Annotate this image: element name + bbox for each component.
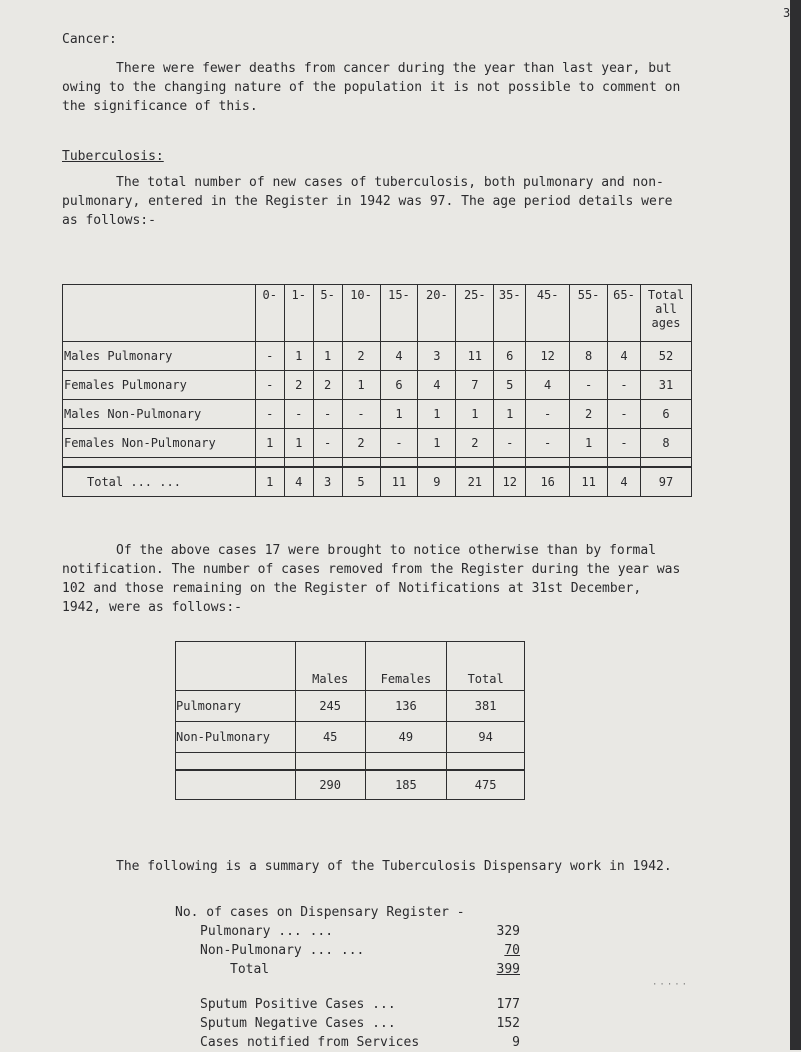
table-cell: 8 — [640, 429, 691, 458]
row-label: Non-Pulmonary — [176, 722, 296, 753]
age-header: 20- — [418, 285, 456, 342]
table-cell: 12 — [526, 342, 570, 371]
table-cell: 381 — [447, 691, 525, 722]
table-cell: 4 — [608, 467, 641, 497]
table-cell: 6 — [494, 342, 526, 371]
table-cell: 2 — [284, 371, 313, 400]
summary-row — [200, 995, 520, 1014]
table-cell: - — [342, 400, 380, 429]
cancer-paragraph — [62, 59, 682, 116]
register-header-row — [176, 642, 525, 691]
total-all-ages-header: Total all ages — [640, 285, 691, 342]
table-cell: 1 — [255, 467, 284, 497]
age-header: 25- — [456, 285, 494, 342]
summary-value: 9 — [512, 1035, 520, 1050]
table-cell: 1 — [570, 429, 608, 458]
table-cell: - — [313, 400, 342, 429]
summary-row — [200, 1033, 520, 1052]
table-cell: 4 — [380, 342, 418, 371]
table-cell: 1 — [418, 429, 456, 458]
summary-label: Sputum Negative Cases ... — [200, 1016, 396, 1031]
table-cell: 4 — [418, 371, 456, 400]
row-label: Females Pulmonary — [63, 371, 256, 400]
age-header: 15- — [380, 285, 418, 342]
table-cell: 1 — [313, 342, 342, 371]
row-label: Males Pulmonary — [63, 342, 256, 371]
table-cell: 21 — [456, 467, 494, 497]
table-cell: 2 — [313, 371, 342, 400]
age-header: 45- — [526, 285, 570, 342]
row-label: Pulmonary — [176, 691, 296, 722]
table-cell: 5 — [342, 467, 380, 497]
table-cell: 1 — [342, 371, 380, 400]
total-label: Total ... ... — [63, 467, 256, 497]
age-header: 10- — [342, 285, 380, 342]
table-cell: 4 — [284, 467, 313, 497]
cancer-heading: Cancer: — [62, 32, 117, 47]
tuberculosis-text: The total number of new cases of tuberculosis, both pulmonary and non-pulmonary, entered in the Register in 1942 was 97. The age period details were as follows:- — [62, 175, 673, 228]
table-cell: 1 — [418, 400, 456, 429]
row-label: Males Non-Pulmonary — [63, 400, 256, 429]
table-cell: 6 — [380, 371, 418, 400]
removed-paragraph — [62, 541, 682, 617]
table-cell: 3 — [418, 342, 456, 371]
table-row — [176, 722, 525, 753]
age-header: 65- — [608, 285, 641, 342]
summary-row — [200, 1014, 520, 1033]
summary-value: 177 — [496, 997, 520, 1012]
table-spacer-row — [63, 458, 692, 468]
table-cell: 9 — [418, 467, 456, 497]
table-total-row — [176, 770, 525, 800]
summary-row — [200, 941, 520, 960]
table-cell: 2 — [342, 342, 380, 371]
table-cell: 12 — [494, 467, 526, 497]
row-label: Females Non-Pulmonary — [63, 429, 256, 458]
table-cell: 6 — [640, 400, 691, 429]
table-cell: 11 — [456, 342, 494, 371]
table-cell: - — [608, 400, 641, 429]
table-cell: - — [380, 429, 418, 458]
table-cell: 31 — [640, 371, 691, 400]
table-cell: 52 — [640, 342, 691, 371]
table-cell: - — [526, 429, 570, 458]
table-cell: - — [526, 400, 570, 429]
age-header: 0- — [255, 285, 284, 342]
table-cell: 245 — [295, 691, 365, 722]
summary-value: 152 — [496, 1016, 520, 1031]
register-table-corner — [176, 642, 296, 691]
summary-label: Pulmonary ... ... — [200, 924, 334, 939]
table-cell: - — [255, 400, 284, 429]
table-cell: 94 — [447, 722, 525, 753]
table-cell: 2 — [456, 429, 494, 458]
scan-artifact: ····· — [652, 980, 690, 990]
dispensary-paragraph — [62, 857, 682, 876]
summary-label: Sputum Positive Cases ... — [200, 997, 396, 1012]
table-cell: 1 — [284, 342, 313, 371]
age-header: 5- — [313, 285, 342, 342]
age-header: 55- — [570, 285, 608, 342]
page-number: 3 — [783, 6, 791, 20]
table-cell: 1 — [255, 429, 284, 458]
cancer-text: There were fewer deaths from cancer during the year than last year, but owing to the changing nature of the population it is not possible to comment on the significance of this. — [62, 61, 681, 114]
summary-total-row — [200, 960, 520, 979]
table-cell: 7 — [456, 371, 494, 400]
page-edge-shadow — [790, 0, 801, 1050]
summary-label: Total — [230, 962, 270, 977]
removed-text: Of the above cases 17 were brought to notice otherwise than by formal notification. The number of cases removed from the Register during the year was 102 and those remaining on the Register of Notifications at 31st December, 1942, were as follows:- — [62, 543, 681, 615]
table-cell: 3 — [313, 467, 342, 497]
table-cell: 475 — [447, 770, 525, 800]
table-cell: 136 — [365, 691, 447, 722]
table-cell: 16 — [526, 467, 570, 497]
dispensary-summary — [175, 903, 520, 1052]
table-cell: - — [494, 429, 526, 458]
table-cell: - — [313, 429, 342, 458]
table-cell: - — [608, 371, 641, 400]
table-cell: 4 — [608, 342, 641, 371]
summary-value: 70 — [504, 943, 520, 958]
table-cell: - — [608, 429, 641, 458]
age-table-header-row — [63, 285, 692, 342]
table-cell: - — [255, 371, 284, 400]
table-row — [63, 400, 692, 429]
dispensary-intro: The following is a summary of the Tuberculosis Dispensary work in 1942. — [116, 859, 672, 874]
table-row — [63, 342, 692, 371]
table-cell: 49 — [365, 722, 447, 753]
table-cell: 2 — [342, 429, 380, 458]
table-cell: 8 — [570, 342, 608, 371]
summary-value: 329 — [496, 924, 520, 939]
table-cell: 1 — [494, 400, 526, 429]
age-header: 1- — [284, 285, 313, 342]
table-cell: 45 — [295, 722, 365, 753]
table-cell: 2 — [570, 400, 608, 429]
table-cell: - — [284, 400, 313, 429]
register-header: Females — [365, 642, 447, 691]
register-header: Males — [295, 642, 365, 691]
summary-label: Non-Pulmonary ... ... — [200, 943, 365, 958]
table-cell: 4 — [526, 371, 570, 400]
table-cell: 185 — [365, 770, 447, 800]
tuberculosis-paragraph — [62, 173, 682, 230]
table-cell: 1 — [284, 429, 313, 458]
table-cell: - — [570, 371, 608, 400]
table-cell: 290 — [295, 770, 365, 800]
table-cell: 11 — [380, 467, 418, 497]
table-spacer-row — [176, 753, 525, 771]
table-cell: 97 — [640, 467, 691, 497]
table-cell: 5 — [494, 371, 526, 400]
register-header: Total — [447, 642, 525, 691]
table-row — [63, 429, 692, 458]
summary-row — [200, 922, 520, 941]
summary-label: Cases notified from Services — [200, 1035, 420, 1050]
age-table-corner — [63, 285, 256, 342]
table-row — [176, 691, 525, 722]
table-cell: 11 — [570, 467, 608, 497]
summary-value: 399 — [496, 962, 520, 977]
age-period-table — [62, 284, 692, 497]
register-label: No. of cases on Dispensary Register - — [175, 905, 465, 920]
register-table — [175, 641, 525, 800]
table-row — [63, 371, 692, 400]
age-header: 35- — [494, 285, 526, 342]
table-cell: 1 — [456, 400, 494, 429]
table-cell: 1 — [380, 400, 418, 429]
table-total-row — [63, 467, 692, 497]
table-cell: - — [255, 342, 284, 371]
tuberculosis-heading: Tuberculosis: — [62, 149, 164, 164]
total-label — [176, 770, 296, 800]
